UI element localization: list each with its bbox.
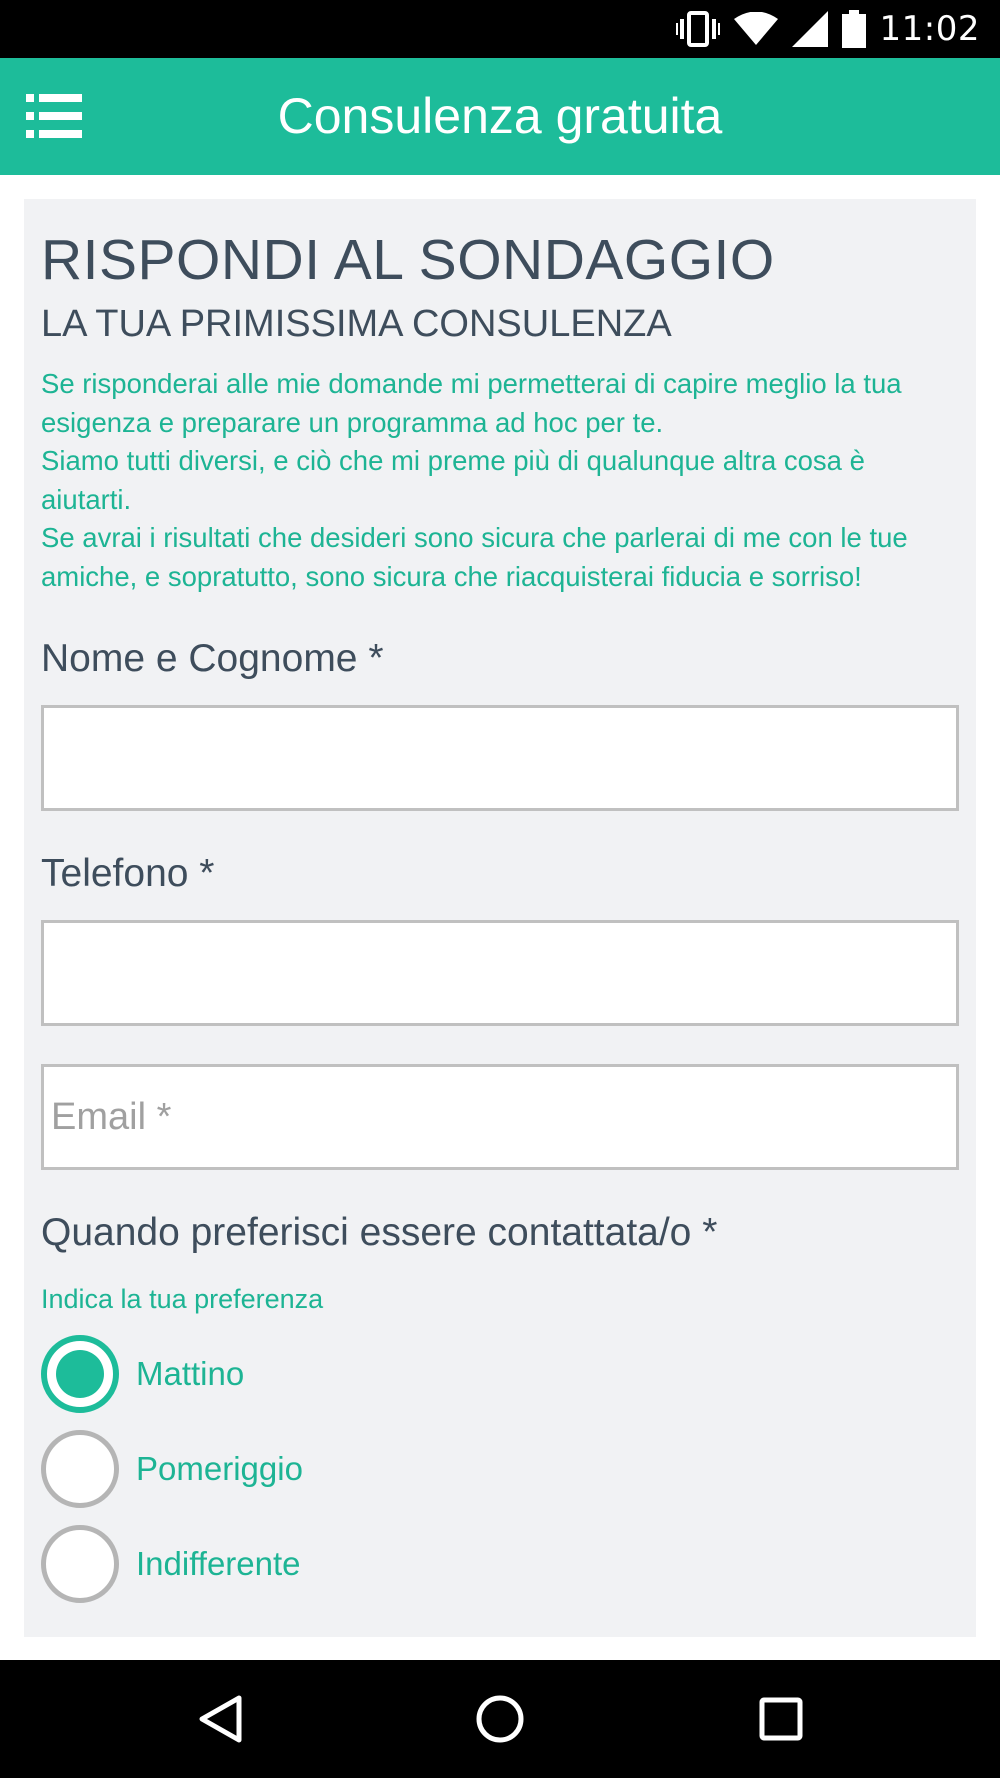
radio-option-indifferente[interactable] [41, 1525, 301, 1603]
status-bar [0, 0, 1000, 58]
name-label: Nome e Cognome * [41, 637, 384, 680]
survey-title: RISPONDI AL SONDAGGIO [41, 228, 775, 292]
home-button[interactable] [430, 1660, 570, 1778]
wifi-icon [734, 12, 778, 46]
hamburger-menu-icon [26, 94, 82, 138]
radio-button[interactable] [41, 1525, 119, 1603]
survey-card [24, 199, 976, 1637]
app-title: Consulenza gratuita [277, 88, 723, 144]
radio-dot [56, 1350, 104, 1398]
battery-icon [842, 10, 866, 48]
radio-label: Pomeriggio [136, 1450, 303, 1487]
back-icon [197, 1694, 243, 1744]
intro-paragraph: Se avrai i risultati che desideri sono sicura che parlerai di me con le tue amiche, e sopratutto, sono sicura che riacquisterai fiducia e sorriso! [41, 522, 908, 592]
home-icon [475, 1694, 525, 1744]
intro-paragraph: Siamo tutti diversi, e ciò che mi preme più di qualunque altra cosa è aiutarti. [41, 445, 865, 515]
app-bar [0, 58, 1000, 175]
email-field[interactable] [41, 1064, 959, 1170]
radio-button[interactable] [41, 1430, 119, 1508]
navigation-bar [0, 1660, 1000, 1778]
recents-icon [759, 1697, 803, 1741]
vibrate-icon [676, 11, 720, 47]
name-field[interactable] [41, 705, 959, 811]
recents-button[interactable] [711, 1660, 851, 1778]
phone-label: Telefono * [41, 852, 215, 895]
content-area [0, 175, 1000, 1660]
survey-subtitle: LA TUA PRIMISSIMA CONSULENZA [41, 303, 672, 345]
phone-field[interactable] [41, 920, 959, 1026]
cell-signal-icon [792, 11, 828, 47]
contact-time-hint: Indica la tua preferenza [41, 1284, 324, 1314]
status-icons [676, 0, 980, 58]
radio-label: Indifferente [136, 1545, 301, 1582]
radio-label: Mattino [136, 1355, 245, 1392]
radio-option-mattino[interactable] [41, 1335, 244, 1413]
back-button[interactable] [150, 1660, 290, 1778]
contact-time-label: Quando preferisci essere contattata/o * [41, 1211, 718, 1254]
intro-paragraph: Se risponderai alle mie domande mi permetterai di capire meglio la tua esigenza e preparare un programma ad hoc per te. [41, 368, 902, 438]
radio-button-checked[interactable] [41, 1335, 119, 1413]
radio-option-pomeriggio[interactable] [41, 1430, 303, 1508]
survey-intro [41, 365, 961, 596]
menu-button[interactable] [26, 91, 82, 141]
status-time: 11:02 [879, 9, 980, 49]
